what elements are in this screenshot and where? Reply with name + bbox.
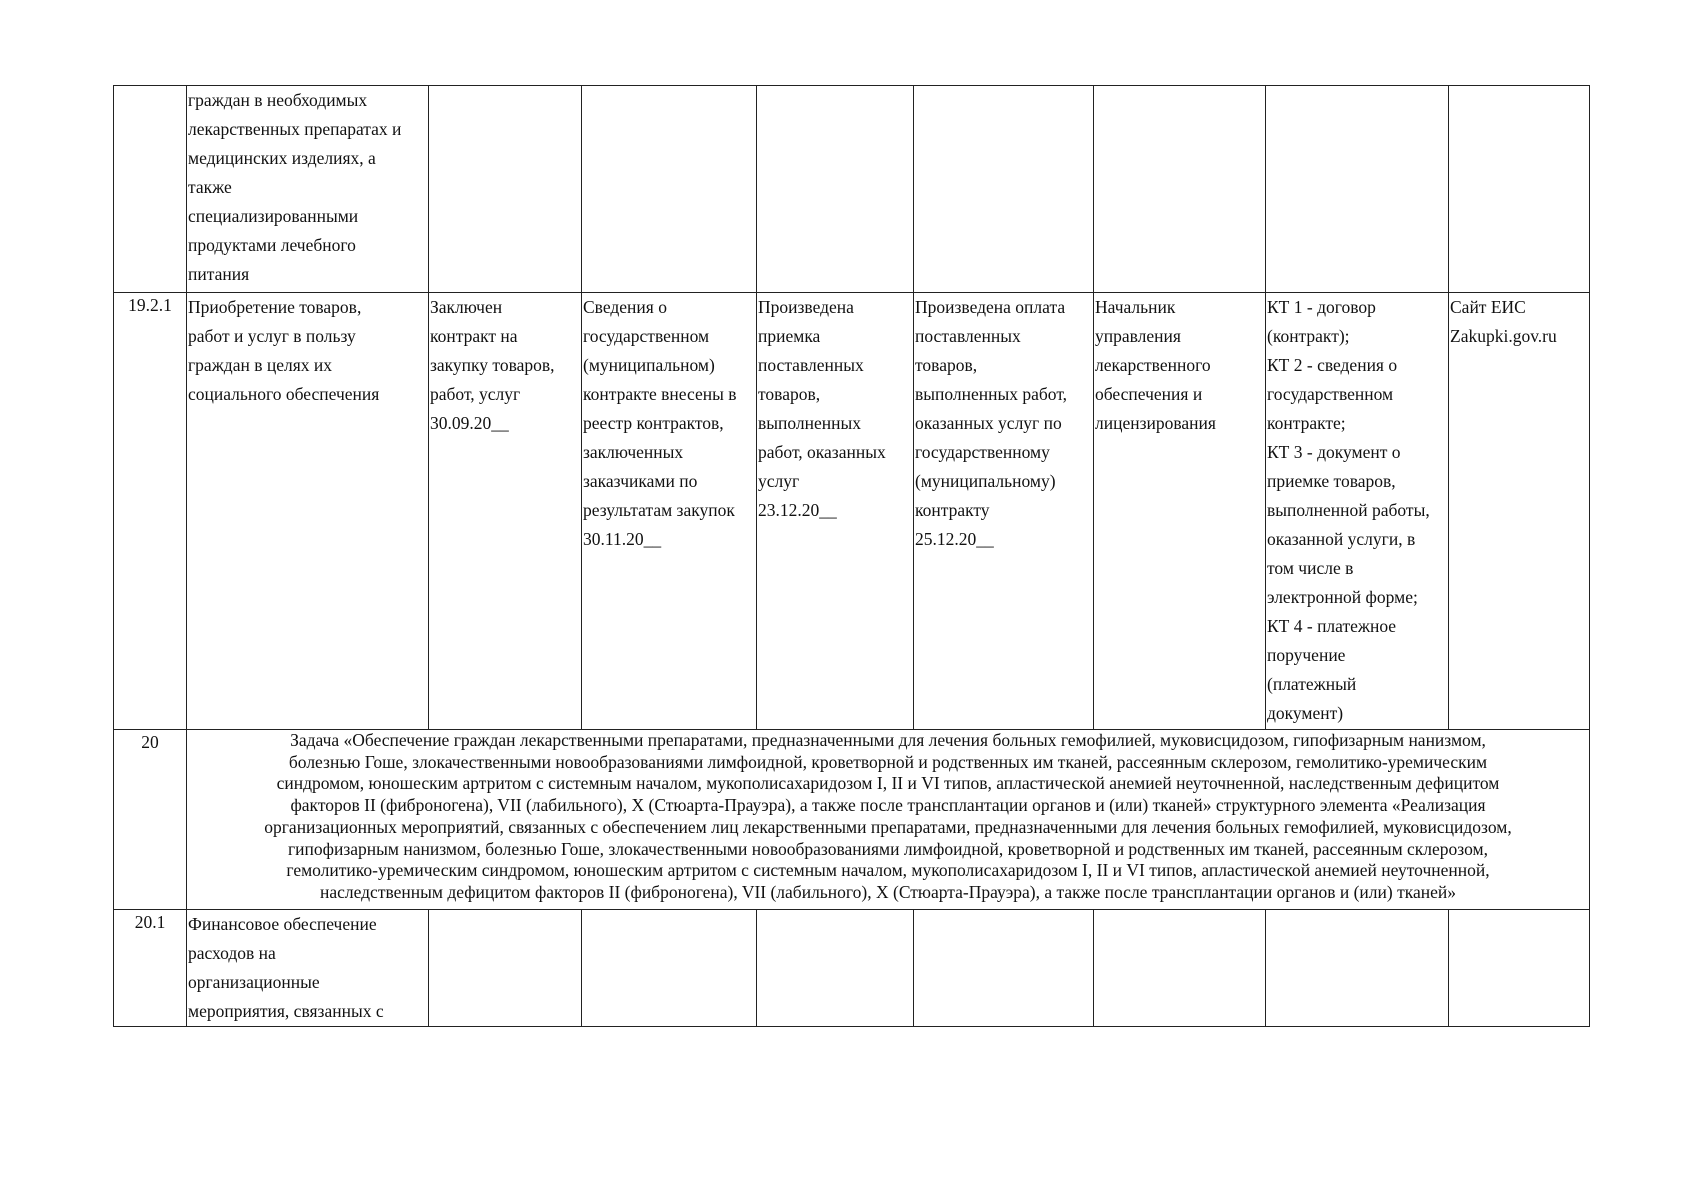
task-cell xyxy=(187,730,1590,910)
empty-cell xyxy=(429,86,582,293)
row-number-cell xyxy=(114,293,187,730)
empty-cell xyxy=(914,86,1094,293)
checkpoint-2-text: Сведения о государственном (муниципальном) контракте внесены в реестр контрактов, заключенных заказчиками по результатам закупок 30.11.20__ xyxy=(583,297,737,549)
empty-cell xyxy=(582,910,757,1027)
documents-text: КТ 1 - договор (контракт); КТ 2 - сведения о государственном контракте; КТ 3 - документ о приемке товаров, выполненной работы, оказанной услуги, в том числе в электронной форме; КТ 4 - платежное поручение (платежный документ) xyxy=(1267,297,1430,723)
empty-cell xyxy=(1094,910,1266,1027)
checkpoint-4-text: Произведена оплата поставленных товаров, выполненных работ, оказанных услуг по государственному (муниципальному) контракту 25.12.20__ xyxy=(915,297,1068,549)
empty-cell xyxy=(757,910,914,1027)
item-name-cell xyxy=(187,910,429,1027)
checkpoint-1-text: Заключен контракт на закупку товаров, работ, услуг 30.09.20__ xyxy=(430,297,555,433)
checkpoint-1-cell xyxy=(429,293,582,730)
checkpoint-3-text: Произведена приемка поставленных товаров, выполненных работ, оказанных услуг 23.12.20__ xyxy=(758,297,886,520)
plan-table xyxy=(113,85,1590,1027)
row-number-cell xyxy=(114,730,187,910)
responsible-text: Начальник управления лекарственного обеспечения и лицензирования xyxy=(1095,297,1216,433)
empty-cell xyxy=(582,86,757,293)
source-text: Сайт ЕИС Zakupki.gov.ru xyxy=(1450,297,1557,346)
table-row xyxy=(114,730,1590,910)
row-number: 20.1 xyxy=(134,912,166,932)
task-text: Задача «Обеспечение граждан лекарственными препаратами, предназначенными для лечения больных гемофилией, муковисцидозом, гипофизарным нанизмом, болезнью Гоше, злокачественными новообразованиями лимфоидной, кроветворной и родственных им тканей, рассеянным склерозом, гемолитико-уремическим синдромом, юношеским артритом с системным началом, мукополисахаридозом I, II и VI типов, апластической анемией неуточненной, наследственным дефицитом факторов II (фиброногена), VII (лабильного), X (Стюарта-Прауэра), а также после трансплантации органов и (или) тканей» структурного элемента «Реализация организационных мероприятий, связанных с обеспечением лиц лекарственными препаратами, предназначенными для лечения больных гемофилией, муковисцидозом, гипофизарным нанизмом, болезнью Гоше, злокачественными новообразованиями лимфоидной, кроветворной и родственных им тканей, рассеянным склерозом, гемолитико-уремическим синдромом, юношеским артритом с системным началом, мукополисахаридозом I, II и VI типов, апластической анемией неуточненной, наследственным дефицитом факторов II (фиброногена), VII (лабильного), X (Стюарта-Прауэра), а также после трансплантации органов и (или) тканей» xyxy=(264,730,1512,902)
row-number-cell xyxy=(114,910,187,1027)
item-name-text: Финансовое обеспечение расходов на организационные мероприятия, связанных с xyxy=(188,914,384,1021)
empty-cell xyxy=(757,86,914,293)
row-number-cell xyxy=(114,86,187,293)
empty-cell xyxy=(1094,86,1266,293)
empty-cell xyxy=(1449,86,1590,293)
documents-cell xyxy=(1266,293,1449,730)
source-cell xyxy=(1449,293,1590,730)
empty-cell xyxy=(429,910,582,1027)
row-number: 19.2.1 xyxy=(128,295,172,315)
checkpoint-2-cell xyxy=(582,293,757,730)
checkpoint-4-cell xyxy=(914,293,1094,730)
item-name-text: граждан в необходимых лекарственных препаратах и медицинских изделиях, а также специализированными продуктами лечебного питания xyxy=(188,90,402,284)
responsible-cell xyxy=(1094,293,1266,730)
empty-cell xyxy=(1266,910,1449,1027)
table-row xyxy=(114,86,1590,293)
empty-cell xyxy=(1449,910,1590,1027)
item-name-cell xyxy=(187,293,429,730)
item-name-cell xyxy=(187,86,429,293)
checkpoint-3-cell xyxy=(757,293,914,730)
item-name-text: Приобретение товаров, работ и услуг в пользу граждан в целях их социального обеспечения xyxy=(188,297,380,404)
empty-cell xyxy=(1266,86,1449,293)
table-row xyxy=(114,293,1590,730)
table-row xyxy=(114,910,1590,1027)
row-number: 20 xyxy=(141,732,159,752)
empty-cell xyxy=(914,910,1094,1027)
